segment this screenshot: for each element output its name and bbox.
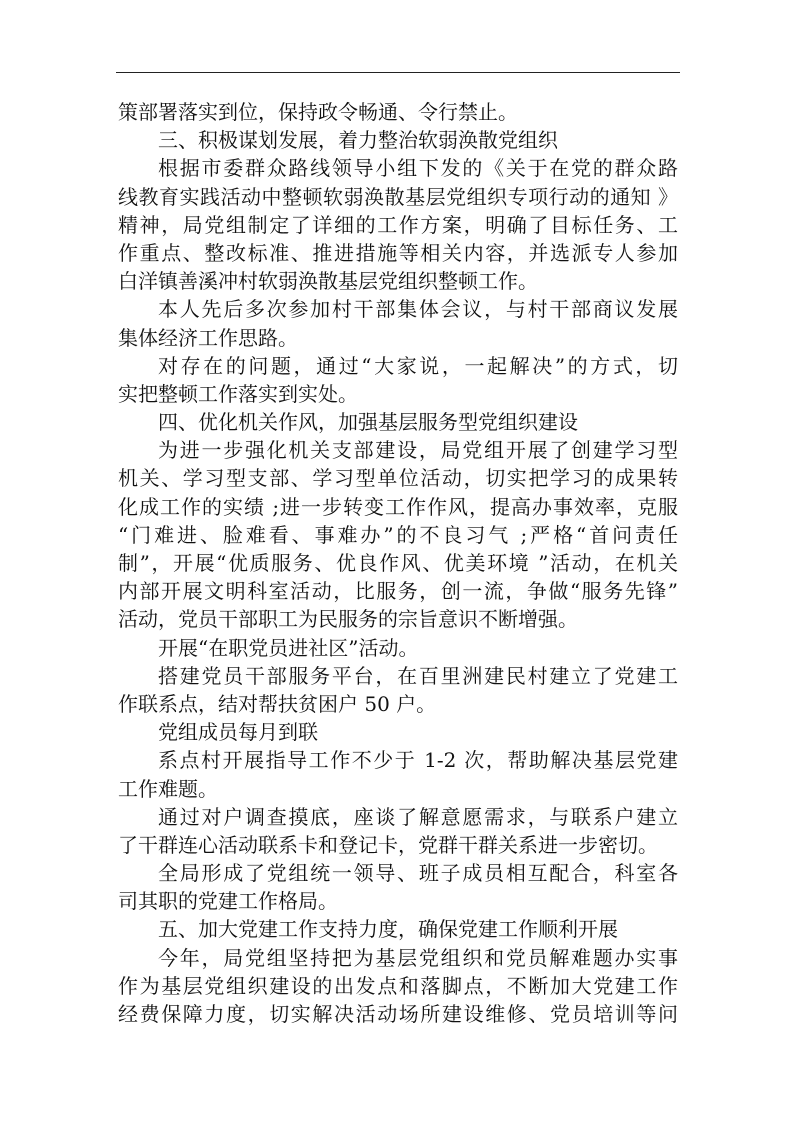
paragraph-line: 对存在的问题，通过“大家说，一起解决”的方式，切 bbox=[158, 353, 678, 378]
paragraph-line: 作为基层党组织建设的出发点和落脚点，不断加大党建工作 bbox=[118, 973, 678, 998]
paragraph-line: 工作难题。 bbox=[118, 776, 218, 801]
paragraph-line: 化成工作的实绩 ;进一步转变工作作风，提高办事效率，克服 bbox=[118, 494, 678, 519]
paragraph-line: 线教育实践活动中整顿软弱涣散基层党组织专项行动的通知 》 bbox=[118, 184, 678, 209]
paragraph-line: 精神，局党组制定了详细的工作方案，明确了目标任务、工 bbox=[118, 212, 678, 237]
paragraph-line: 了干群连心活动联系卡和登记卡，党群干群关系进一步密切。 bbox=[118, 832, 658, 857]
paragraph-line: 集体经济工作思路。 bbox=[118, 325, 298, 350]
paragraph-line: 开展“在职党员进社区”活动。 bbox=[158, 635, 419, 660]
paragraph-line: 机关、学习型支部、学习型单位活动，切实把学习的成果转 bbox=[118, 466, 678, 491]
paragraph-line: 本人先后多次参加村干部集体会议，与村干部商议发展 bbox=[158, 297, 678, 322]
paragraph-line: 经费保障力度，切实解决活动场所建设维修、党员培训等问 bbox=[118, 1002, 678, 1026]
paragraph-line: 内部开展文明科室活动，比服务，创一流，争做“服务先锋” bbox=[118, 579, 678, 604]
paragraph-line: 今年，局党组坚持把为基层党组织和党员解难题办实事 bbox=[158, 945, 678, 970]
paragraph-line: 四、优化机关作风，加强基层服务型党组织建设 bbox=[158, 410, 578, 435]
paragraph-line: 系点村开展指导工作不少于 1-2 次，帮助解决基层党建 bbox=[158, 748, 678, 773]
document-body bbox=[118, 98, 678, 1028]
paragraph-line: 司其职的党建工作格局。 bbox=[118, 889, 338, 914]
paragraph-line: 三、积极谋划发展，着力整治软弱涣散党组织 bbox=[158, 128, 558, 153]
paragraph-line: 策部署落实到位，保持政令畅通、令行禁止。 bbox=[118, 100, 518, 124]
paragraph-line: 制”，开展“优质服务、优良作风、优美环境 ”活动，在机关 bbox=[118, 551, 678, 575]
paragraph-line: 作联系点，结对帮扶贫困户 50 户。 bbox=[118, 691, 437, 716]
paragraph-line: 党组成员每月到联 bbox=[158, 720, 318, 745]
paragraph-line: 搭建党员干部服务平台，在百里洲建民村建立了党建工 bbox=[158, 663, 678, 688]
paragraph-line: 通过对户调查摸底，座谈了解意愿需求，与联系户建立 bbox=[158, 804, 678, 829]
paragraph-line: 根据市委群众路线领导小组下发的《关于在党的群众路 bbox=[158, 156, 678, 181]
paragraph-line: 实把整顿工作落实到实处。 bbox=[118, 381, 358, 406]
header-rule bbox=[116, 72, 680, 73]
paragraph-line: “门难进、脸难看、事难办”的不良习气 ;严格“首问责任 bbox=[118, 522, 678, 547]
paragraph-line: 为进一步强化机关支部建设，局党组开展了创建学习型 bbox=[158, 438, 678, 463]
paragraph-line: 作重点、整改标准、推进措施等相关内容，并选派专人参加 bbox=[118, 240, 678, 265]
paragraph-line: 活动，党员干部职工为民服务的宗旨意识不断增强。 bbox=[118, 607, 578, 632]
paragraph-line: 全局形成了党组统一领导、班子成员相互配合，科室各 bbox=[158, 861, 678, 886]
paragraph-line: 白洋镇善溪冲村软弱涣散基层党组织整顿工作。 bbox=[118, 269, 538, 294]
paragraph-line: 五、加大党建工作支持力度，确保党建工作顺利开展 bbox=[158, 917, 618, 942]
